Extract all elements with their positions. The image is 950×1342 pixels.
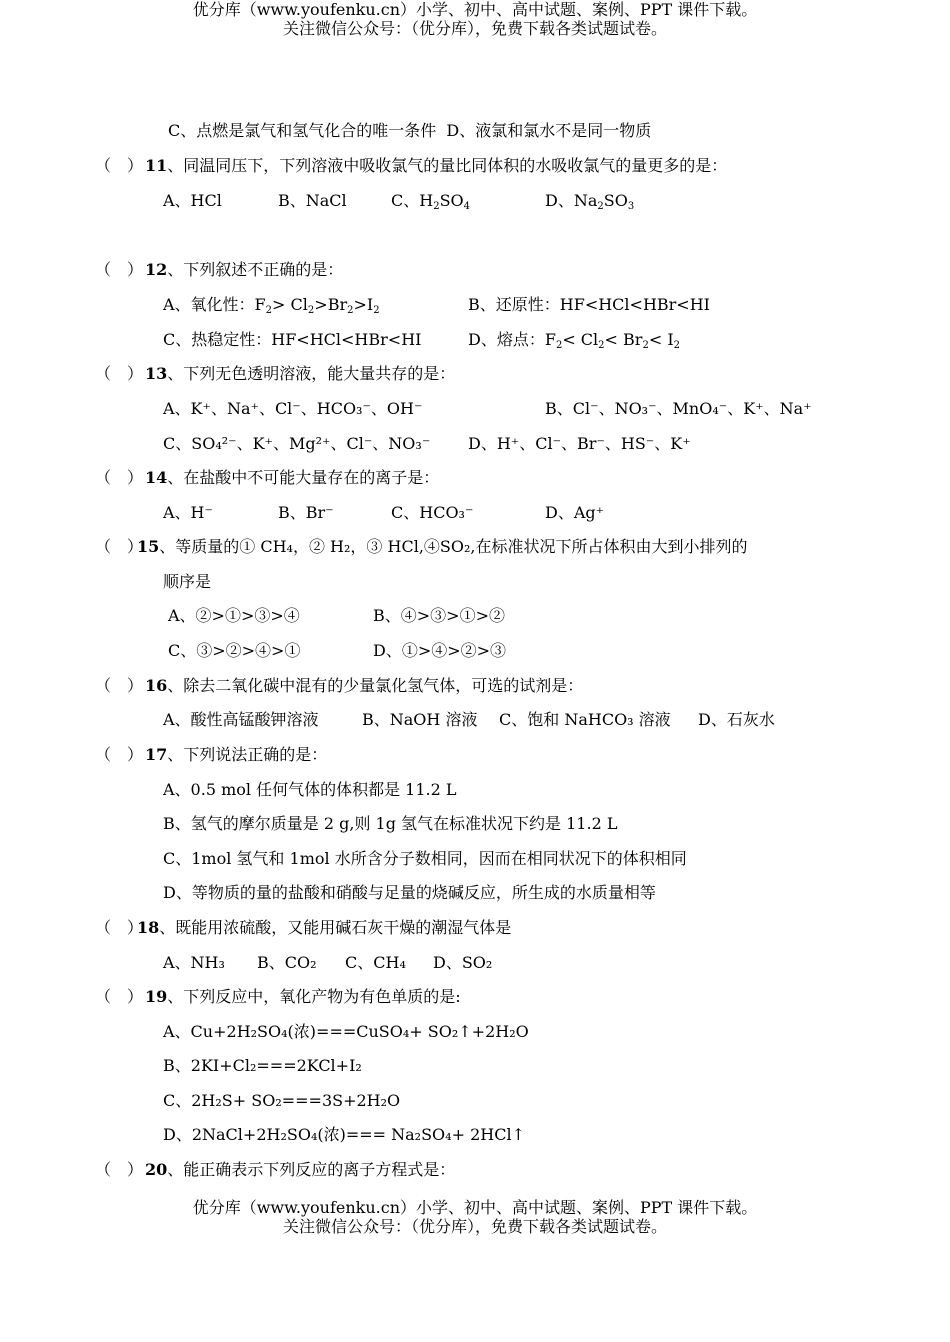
question-14 — [95, 467, 439, 489]
question-12-options-ab — [163, 294, 710, 322]
option-d: D、熔点：$F_2< Cl_2< Br_2< I_2$ — [468, 330, 681, 351]
question-number: 15 — [137, 537, 160, 556]
option-d: D、SO₂ — [433, 953, 493, 972]
option-c: C、点燃是氯气和氢气化合的唯一条件 — [168, 121, 437, 140]
question-15-stem-cont: 顺序是 — [163, 572, 212, 591]
option-b: B、Cl⁻、NO₃⁻、MnO₄⁻、K⁺、Na⁺ — [545, 399, 812, 418]
option-b: B、Br⁻ — [278, 503, 334, 522]
question-stem: 、能正确表示下列反应的离子方程式是： — [167, 1160, 456, 1179]
question-stem: 、下列无色透明溶液，能大量共存的是： — [167, 364, 456, 383]
answer-blank: （ ） — [95, 364, 144, 383]
question-stem: 、下列反应中，氧化产物为有色单质的是: — [167, 987, 461, 1006]
question-17-option-c: C、1mol 氢气和 1mol 水所含分子数相同，因而在相同状况下的体积相同 — [163, 849, 687, 868]
question-18 — [95, 917, 511, 939]
question-14-options — [163, 502, 604, 524]
option-a: A、酸性高锰酸钾溶液 — [163, 710, 319, 729]
header-line-2: 关注微信公众号：（优分库），免费下载各类试题试卷。 — [282, 19, 667, 38]
answer-blank: （ ） — [95, 156, 144, 175]
option-a: A、HCl — [163, 191, 222, 210]
question-13 — [95, 363, 455, 385]
option-b: B、还原性：HF<HCl<HBr<HI — [468, 295, 710, 314]
answer-blank: （ ） — [95, 468, 144, 487]
question-number: 16 — [145, 676, 168, 695]
question-16-options — [163, 709, 775, 731]
question-11 — [95, 155, 727, 177]
question-13-options-ab — [163, 398, 812, 420]
option-b: B、NaOH 溶液 — [362, 710, 478, 729]
question-number: 18 — [137, 918, 160, 937]
option-c: C、热稳定性：HF<HCl<HBr<HI — [163, 330, 422, 349]
option-d: D、石灰水 — [698, 710, 775, 729]
question-18-options — [163, 952, 492, 974]
question-number: 14 — [145, 468, 168, 487]
question-19 — [95, 986, 461, 1008]
question-17-option-d: D、等物质的量的盐酸和硝酸与足量的烧碱反应，所生成的水质量相等 — [163, 883, 656, 902]
question-20 — [95, 1159, 455, 1181]
option-c: C、SO₄²⁻、K⁺、Mg²⁺、Cl⁻、NO₃⁻ — [163, 434, 431, 453]
question-15 — [95, 536, 747, 558]
question-stem: 、既能用浓硫酸，又能用碱石灰干燥的潮湿气体是 — [159, 918, 512, 937]
option-b: B、NaCl — [278, 191, 347, 210]
option-d: D、液氯和氯水不是同一物质 — [446, 121, 652, 140]
answer-blank: （ ） — [95, 537, 144, 556]
question-19-option-b: B、2KI+Cl₂===2KCl+I₂ — [163, 1056, 362, 1075]
question-16 — [95, 675, 583, 697]
option-d: D、$Na_2SO_3$ — [545, 191, 635, 212]
question-number: 11 — [145, 156, 168, 175]
option-c: C、CH₄ — [345, 953, 406, 972]
question-17-option-b: B、氢气的摩尔质量是 2 g,则 1g 氢气在标准状况下约是 11.2 L — [163, 814, 618, 833]
option-c: C、③>②>④>① — [168, 641, 301, 660]
option-a: A、H⁻ — [163, 503, 213, 522]
question-17-option-a: A、0.5 mol 任何气体的体积都是 11.2 L — [163, 780, 457, 799]
option-d: D、①>④>②>③ — [373, 641, 507, 660]
prev-question-options — [168, 120, 651, 142]
page-footer — [0, 1198, 950, 1236]
option-a: A、氧化性：$F_2> Cl_2>Br_2>I_2$ — [163, 295, 380, 316]
question-19-option-d: D、2NaCl+2H₂SO₄(浓)=== Na₂SO₄+ 2HCl↑ — [163, 1125, 525, 1144]
answer-blank: （ ） — [95, 1160, 144, 1179]
question-12-options-cd — [163, 329, 680, 357]
answer-blank: （ ） — [95, 918, 144, 937]
answer-blank: （ ） — [95, 260, 144, 279]
question-number: 17 — [145, 745, 168, 764]
question-stem: 、等质量的① CH₄，② H₂，③ HCl,④SO₂,在标准状况下所占体积由大到小排列的 — [159, 537, 748, 556]
header-line-1: 优分库（www.youfenku.cn）小学、初中、高中试题、案例、PPT 课件下载。 — [192, 0, 758, 19]
option-b: B、④>③>①>② — [373, 606, 505, 625]
answer-blank: （ ） — [95, 987, 144, 1006]
question-17 — [95, 744, 327, 766]
option-c: C、饱和 NaHCO₃ 溶液 — [499, 710, 671, 729]
footer-line-1: 优分库（www.youfenku.cn）小学、初中、高中试题、案例、PPT 课件下载。 — [192, 1198, 758, 1217]
option-c: C、$H_2SO_4$ — [391, 191, 471, 212]
page-header — [0, 0, 950, 38]
question-stem: 、除去二氧化碳中混有的少量氯化氢气体，可选的试剂是： — [167, 676, 584, 695]
answer-blank: （ ） — [95, 676, 144, 695]
option-a: A、K⁺、Na⁺、Cl⁻、HCO₃⁻、OH⁻ — [163, 399, 423, 418]
question-number: 13 — [145, 364, 168, 383]
footer-line-2: 关注微信公众号：（优分库），免费下载各类试题试卷。 — [282, 1217, 667, 1236]
option-d: D、H⁺、Cl⁻、Br⁻、HS⁻、K⁺ — [468, 434, 691, 453]
question-11-options — [163, 190, 634, 218]
question-number: 19 — [145, 987, 168, 1006]
question-15-options-cd — [168, 640, 506, 662]
option-c: C、HCO₃⁻ — [391, 503, 474, 522]
option-b: B、CO₂ — [257, 953, 317, 972]
question-15-options-ab — [168, 605, 505, 627]
question-13-options-cd — [163, 433, 691, 455]
question-stem: 、在盐酸中不可能大量存在的离子是： — [167, 468, 440, 487]
question-stem: 、下列叙述不正确的是： — [167, 260, 344, 279]
question-number: 12 — [145, 260, 168, 279]
question-19-option-a: A、Cu+2H₂SO₄(浓)===CuSO₄+ SO₂↑+2H₂O — [163, 1022, 529, 1041]
question-stem: 、下列说法正确的是： — [167, 745, 328, 764]
question-19-option-c: C、2H₂S+ SO₂===3S+2H₂O — [163, 1091, 401, 1110]
option-d: D、Ag⁺ — [545, 503, 605, 522]
option-a: A、②>①>③>④ — [168, 606, 300, 625]
answer-blank: （ ） — [95, 745, 144, 764]
question-stem: 、同温同压下，下列溶液中吸收氯气的量比同体积的水吸收氯气的量更多的是： — [167, 156, 728, 175]
question-12 — [95, 259, 343, 281]
option-a: A、NH₃ — [163, 953, 225, 972]
question-number: 20 — [145, 1160, 168, 1179]
